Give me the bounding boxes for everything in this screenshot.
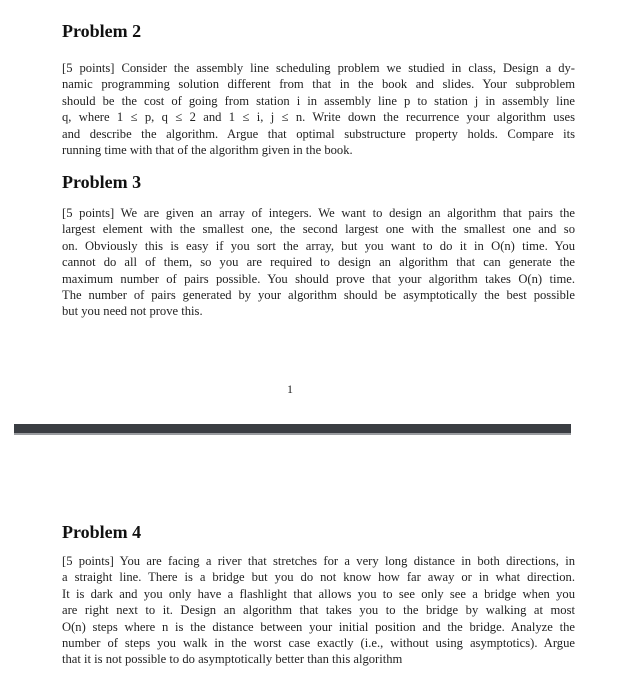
text-line: are right next to it. Design an algorithm that takes you to the bridge by walking at most — [62, 603, 575, 618]
text-line: but you need not prove this. — [62, 304, 203, 319]
problem-3-heading: Problem 3 — [62, 172, 142, 192]
text-line: The number of pairs generated by your algorithm should be asymptotically the best possible — [62, 287, 575, 302]
text-line: largest element with the smallest one, the second largest one with the smallest one and so — [62, 222, 575, 237]
page-number: 1 — [287, 382, 293, 396]
text-line: [5 points] Consider the assembly line scheduling problem we studied in class, Design a dy- — [62, 61, 575, 75]
text-line: q, where 1 ≤ p, q ≤ 2 and 1 ≤ i, j ≤ n. Write down the recurrence your algorithm uses — [62, 110, 575, 125]
page-break-shadow — [14, 433, 571, 435]
problem-2-text — [62, 60, 575, 158]
problem-4-heading: Problem 4 — [62, 522, 142, 542]
text-line: running time with that of the algorithm given in the book. — [62, 142, 353, 157]
text-line: maximum number of pairs possible. You should prove that your algorithm takes O(n) time. — [62, 271, 575, 286]
text-line: a straight line. There is a bridge but you do not know how far away or in what direction. — [62, 570, 575, 585]
text-line: and describe the algorithm. Argue that optimal substructure property holds. Compare its — [62, 126, 575, 141]
text-line: namic programming solution different from that in the book and slides. Your subproblem — [62, 77, 575, 92]
text-line: should be the cost of going from station i in assembly line p to station j in assembly line — [62, 93, 575, 108]
text-line: on. Obviously this is easy if you sort the array, but you want to do it in O(n) time. You — [62, 238, 575, 253]
problem-2-heading: Problem 2 — [62, 21, 142, 41]
text-line: [5 points] We are given an array of integers. We want to design an algorithm that pairs the — [62, 206, 575, 220]
text-line: that it is not possible to do asymptotically better than this algorithm — [62, 652, 403, 667]
page-break-divider — [14, 424, 571, 433]
text-line: number of steps you walk in the worst case exactly (i.e., without using asymptotics). Argue — [62, 635, 575, 650]
problem-4-text — [62, 553, 575, 668]
problem-3-text — [62, 205, 575, 320]
text-line: O(n) steps where n is the distance between your initial position and the bridge. Analyze the — [62, 619, 575, 634]
text-line: cannot do all of them, so you are required to design an algorithm that can generate the — [62, 255, 575, 270]
text-line: [5 points] You are facing a river that stretches for a very long distance in both directions, in — [62, 554, 575, 568]
text-line: It is dark and you only have a flashlight that allows you to see only see a bridge when you — [62, 586, 575, 601]
